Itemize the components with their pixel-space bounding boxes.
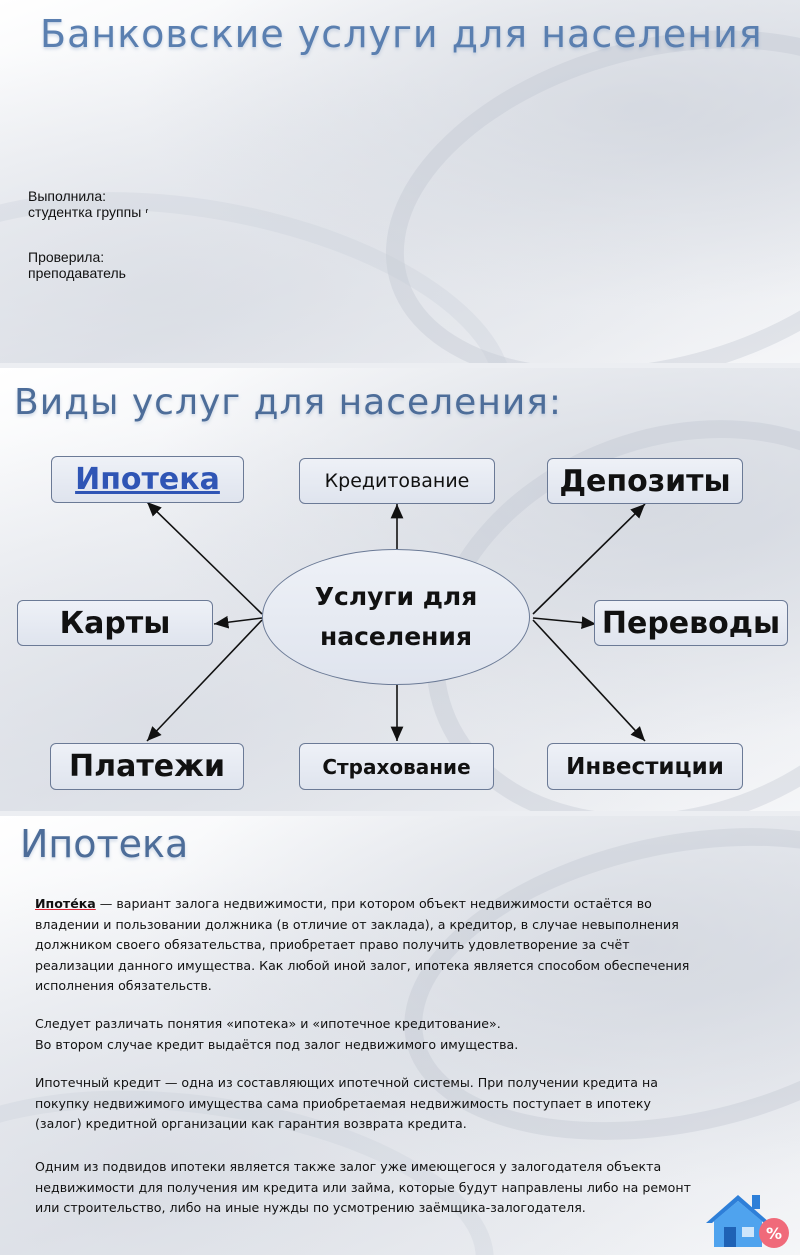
performed-label: Выполнила: (28, 188, 107, 204)
slide-title: Виды услуг для населения: (14, 382, 563, 423)
service-deposits: Депозиты (547, 458, 743, 504)
paragraph-subtype: Одним из подвидов ипотеки является также залог уже имеющегося у залогодателя объекта недвижимости для получения им кредита или займа, которые будут направлены либо на ремонт или строительство, либо на иные нужды по усмотрению заёмщика-залогодателя. (35, 1159, 691, 1215)
slide-title: Ипотека (20, 822, 189, 866)
mortgage-slide (0, 816, 800, 1255)
service-transfers: Переводы (594, 600, 788, 646)
service-payments: Платежи (50, 743, 244, 790)
service-cards: Карты (17, 600, 213, 646)
checked-label: Проверила: (28, 249, 105, 265)
center-node (262, 549, 530, 685)
arrow-mortgage (147, 502, 262, 614)
house-percent-icon (702, 1189, 792, 1251)
center-line-2: населения (319, 622, 472, 651)
arrow-deposits (533, 504, 645, 614)
service-lending: Кредитование (299, 458, 495, 504)
distinction-line-2: Во втором случае кредит выдаётся под залог недвижимого имущества. (35, 1036, 519, 1052)
distinction-line-1: Следует различать понятия «ипотека» и «ипотечное кредитование». (35, 1016, 501, 1031)
services-diagram-slide (0, 368, 800, 811)
paragraph-mortgage-credit: Ипотечный кредит — одна из составляющих ипотечной системы. При получении кредита на покупку недвижимого имущества сама приобретаемая недвижимость поступает в ипотеку (залог) кредитной организации как гарантия возврата кредита. (35, 1075, 658, 1131)
percent-sign: % (765, 1224, 783, 1243)
term-mortgage: Ипоте́ка (35, 896, 96, 911)
checked-value: преподаватель (28, 265, 126, 281)
title-slide (0, 0, 800, 363)
arrow-transfers (533, 618, 596, 624)
center-line-1: Услуги для (314, 582, 478, 611)
paragraph-definition (35, 894, 695, 997)
paragraph-distinction (35, 1014, 695, 1055)
service-investments: Инвестиции (547, 743, 743, 790)
presentation-title: Банковские услуги для населения (40, 12, 763, 56)
service-insurance: Страхование (299, 743, 494, 790)
performed-value: студентка группы ⸢ (28, 204, 150, 220)
arrow-cards (214, 618, 262, 624)
definition-text: — вариант залога недвижимости, при котором объект недвижимости остаётся во владении и пользовании должника (в отличие от заклада), а кредитор, в случае невыполнения должником своего обязательства, приобретает право получить удовлетворение за счёт реализации данного имущества. Как любой иной залог, ипотека является способом обеспечения исполнения обязательств. (35, 896, 690, 993)
service-mortgage-link[interactable]: Ипотека (51, 456, 244, 503)
